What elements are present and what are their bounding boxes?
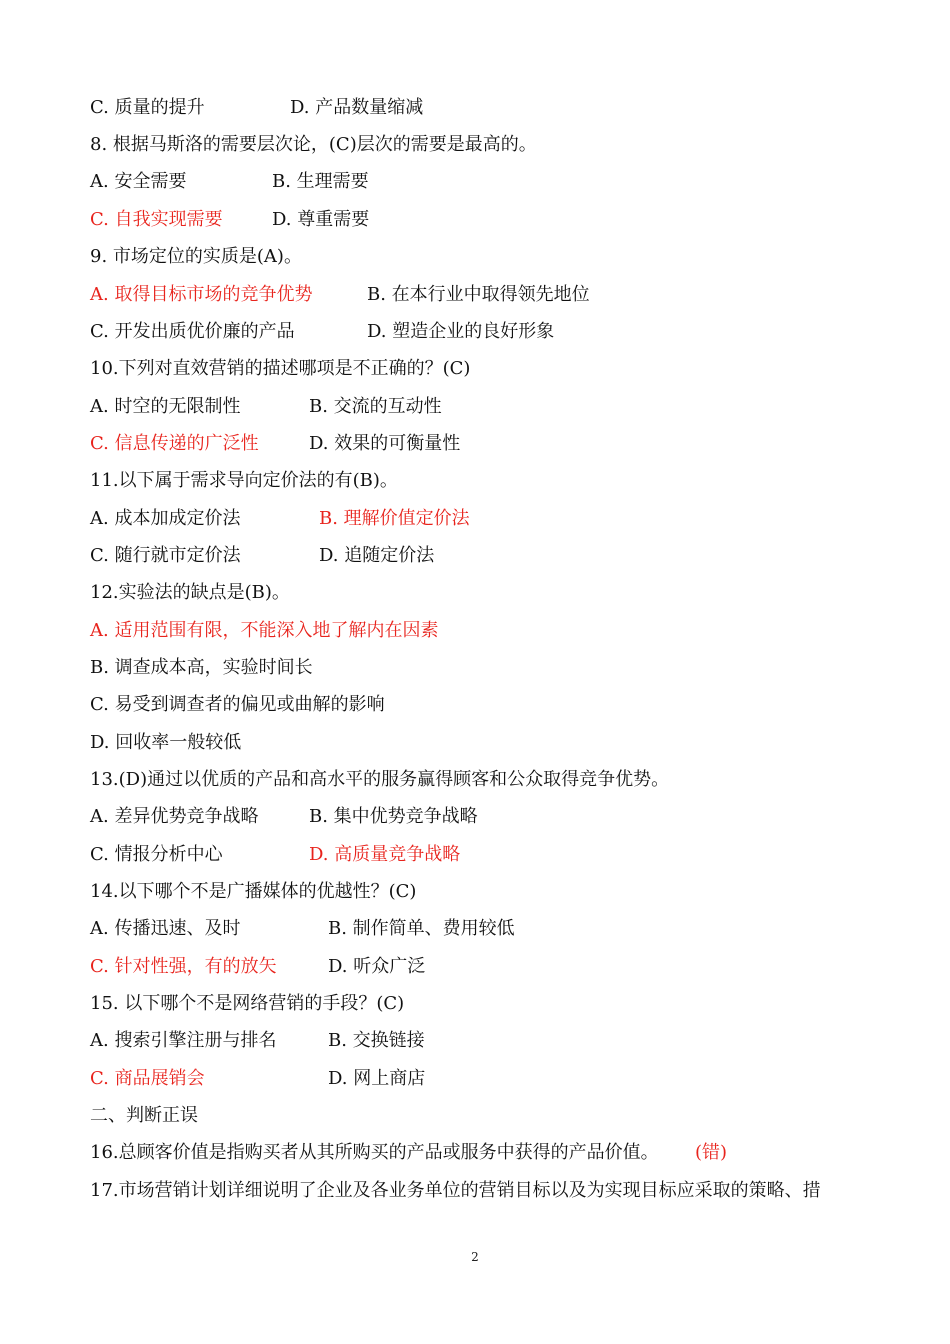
option-b-answer: B. 理解价值定价法 <box>319 508 470 529</box>
question-text: 15. 以下哪个不是网络营销的手段？(C) <box>90 993 405 1014</box>
option-c: C. 易受到调查者的偏见或曲解的影响 <box>90 694 385 715</box>
option-a-answer: A. 取得目标市场的竞争优势 <box>90 284 313 305</box>
page-number: 2 <box>471 1250 479 1264</box>
option-c: C. 开发出质优价廉的产品 <box>90 321 295 342</box>
option-a: A. 时空的无限制性 <box>90 396 241 417</box>
question-text: 14.以下哪个不是广播媒体的优越性？(C) <box>90 881 417 902</box>
option-d: D. 效果的可衡量性 <box>309 433 461 454</box>
option-b: B. 制作简单、费用较低 <box>328 918 515 939</box>
section-title: 二、判断正误 <box>90 1105 198 1126</box>
option-c-answer: C. 自我实现需要 <box>90 209 223 230</box>
option-a: A. 成本加成定价法 <box>90 508 241 529</box>
answer-mark: (错) <box>695 1142 728 1163</box>
question-text: 12.实验法的缺点是(B)。 <box>90 582 290 603</box>
option-d: D. 听众广泛 <box>328 956 426 977</box>
option-c: C. 情报分析中心 <box>90 844 223 865</box>
option-d: D. 尊重需要 <box>272 209 370 230</box>
option-d-answer: D. 高质量竞争战略 <box>309 844 461 865</box>
question-text: 11.以下属于需求导向定价法的有(B)。 <box>90 470 398 491</box>
option-a: A. 差异优势竞争战略 <box>90 806 259 827</box>
option-b: B. 调查成本高，实验时间长 <box>90 657 313 678</box>
option-b: B. 交换链接 <box>328 1030 425 1051</box>
question-text: 8. 根据马斯洛的需要层次论，(C)层次的需要是最高的。 <box>90 134 537 155</box>
option-d: D. 网上商店 <box>328 1068 426 1089</box>
option-a-answer: A. 适用范围有限，不能深入地了解内在因素 <box>90 620 439 641</box>
option-d: D. 回收率一般较低 <box>90 732 242 753</box>
option-c-answer: C. 针对性强，有的放矢 <box>90 956 277 977</box>
option-c-answer: C. 商品展销会 <box>90 1068 205 1089</box>
option-d: D. 追随定价法 <box>319 545 435 566</box>
question-text: 16.总顾客价值是指购买者从其所购买的产品或服务中获得的产品价值。 <box>90 1142 659 1163</box>
option-a: A. 搜索引擎注册与排名 <box>90 1030 277 1051</box>
option-c: C. 随行就市定价法 <box>90 545 241 566</box>
option-a: A. 传播迅速、及时 <box>90 918 241 939</box>
question-text: 10.下列对直效营销的描述哪项是不正确的？(C) <box>90 358 471 379</box>
option-c-answer: C. 信息传递的广泛性 <box>90 433 259 454</box>
option-d: D. 产品数量缩减 <box>290 97 424 118</box>
question-text: 17.市场营销计划详细说明了企业及各业务单位的营销目标以及为实现目标应采取的策略、措 <box>90 1180 821 1201</box>
option-b: B. 生理需要 <box>272 171 369 192</box>
option-b: B. 集中优势竞争战略 <box>309 806 478 827</box>
question-text: 13.(D)通过以优质的产品和高水平的服务赢得顾客和公众取得竞争优势。 <box>90 769 670 790</box>
option-a: A. 安全需要 <box>90 171 187 192</box>
option-b: B. 交流的互动性 <box>309 396 442 417</box>
option-d: D. 塑造企业的良好形象 <box>367 321 555 342</box>
question-text: 9. 市场定位的实质是(A)。 <box>90 246 302 267</box>
option-b: B. 在本行业中取得领先地位 <box>367 284 590 305</box>
option-c: C. 质量的提升 <box>90 97 205 118</box>
